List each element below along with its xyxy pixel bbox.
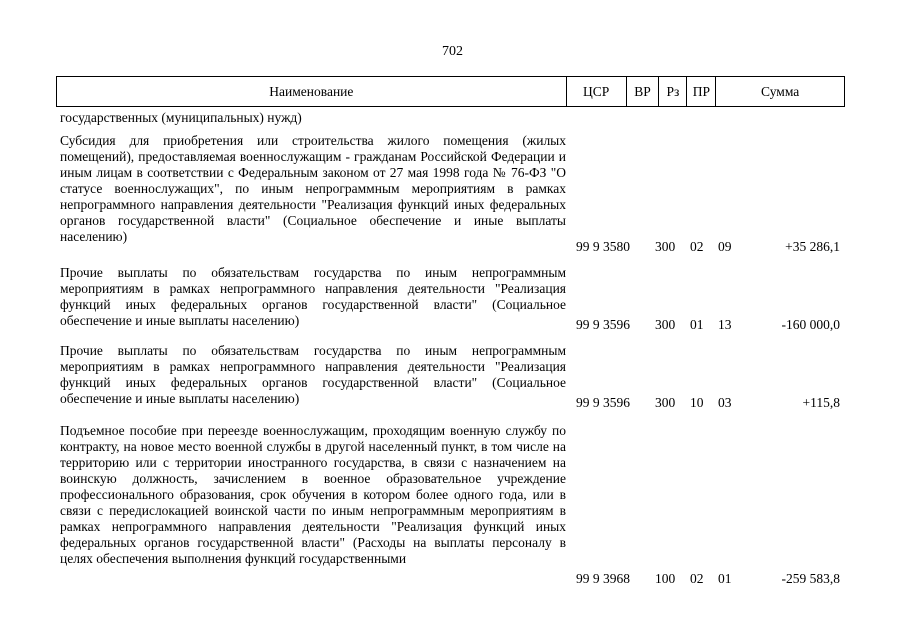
row-vr: 300 xyxy=(655,239,676,254)
table-header xyxy=(56,76,845,107)
table-row xyxy=(56,343,845,411)
row-vr: 100 xyxy=(655,571,676,586)
table-row xyxy=(56,423,845,587)
row-rz: 10 xyxy=(690,395,704,410)
row-csr: 99 9 3968 xyxy=(576,571,630,586)
row-description: Субсидия для приобретения или строительства жилого помещения (жилых помещений), предоставляемая военнослужащим - гражданам Российской Федерации и иным лицам в соответствии с Федеральным законом от 27 мая 1998 года № 76-ФЗ "О статусе военнослужащих", по иным непрограммным мероприятиям в рамках непрограммного направления деятельности "Реализация функций иных федеральных органов государственной власти" (Социальное обеспечение и иные выплаты населению) xyxy=(60,133,566,244)
row-rz: 02 xyxy=(690,571,704,586)
row-sum: -160 000,0 xyxy=(781,317,840,332)
header-sum: Сумма xyxy=(715,77,844,106)
row-description: Прочие выплаты по обязательствам государства по иным непрограммным мероприятиям в рамках непрограммного направления деятельности "Реализация функций иных федеральных органов государственной власти" (Социальное обеспечение и иные выплаты населению) xyxy=(60,343,566,406)
row-vr: 300 xyxy=(655,395,676,410)
row-sum: +115,8 xyxy=(802,395,840,410)
table-row xyxy=(56,265,845,333)
row-pr: 09 xyxy=(718,239,732,254)
header-rz: Рз xyxy=(658,77,686,106)
row-vr: 300 xyxy=(655,317,676,332)
row-description: Подъемное пособие при переезде военнослужащим, проходящим военную службу по контракту, на новое место военной службы в другой населенный пункт, в том числе на территорию или с территории иностранного государства, в связи с назначением на воинскую должность, зачислением в военное образовательное учреждение профессионального образования, срок обучения в котором более одного года, или в связи с передислокацией воинской части по иным непрограммным мероприятиям в рамках непрограммного направления деятельности "Реализация функций иных федеральных органов государственной власти" (Расходы на выплаты персоналу в целях обеспечения выполнения функций государственными xyxy=(60,423,566,566)
row-csr: 99 9 3580 xyxy=(576,239,630,254)
row-rz: 02 xyxy=(690,239,704,254)
continuation-text: государственных (муниципальных) нужд) xyxy=(60,110,302,125)
row-description: Прочие выплаты по обязательствам государства по иным непрограммным мероприятиям в рамках непрограммного направления деятельности "Реализация функций иных федеральных органов государственной власти" (Социальное обеспечение и иные выплаты населению) xyxy=(60,265,566,328)
page-number: 702 xyxy=(442,44,463,59)
row-pr: 01 xyxy=(718,571,732,586)
row-sum: +35 286,1 xyxy=(785,239,840,254)
header-name: Наименование xyxy=(269,83,354,99)
header-pr: ПР xyxy=(686,77,715,106)
header-csr: ЦСР xyxy=(566,77,626,106)
row-pr: 13 xyxy=(718,317,732,332)
row-pr: 03 xyxy=(718,395,732,410)
row-rz: 01 xyxy=(690,317,704,332)
header-vr: ВР xyxy=(626,77,659,106)
row-sum: -259 583,8 xyxy=(781,571,840,586)
table-row xyxy=(56,133,845,255)
row-csr: 99 9 3596 xyxy=(576,395,630,410)
row-csr: 99 9 3596 xyxy=(576,317,630,332)
